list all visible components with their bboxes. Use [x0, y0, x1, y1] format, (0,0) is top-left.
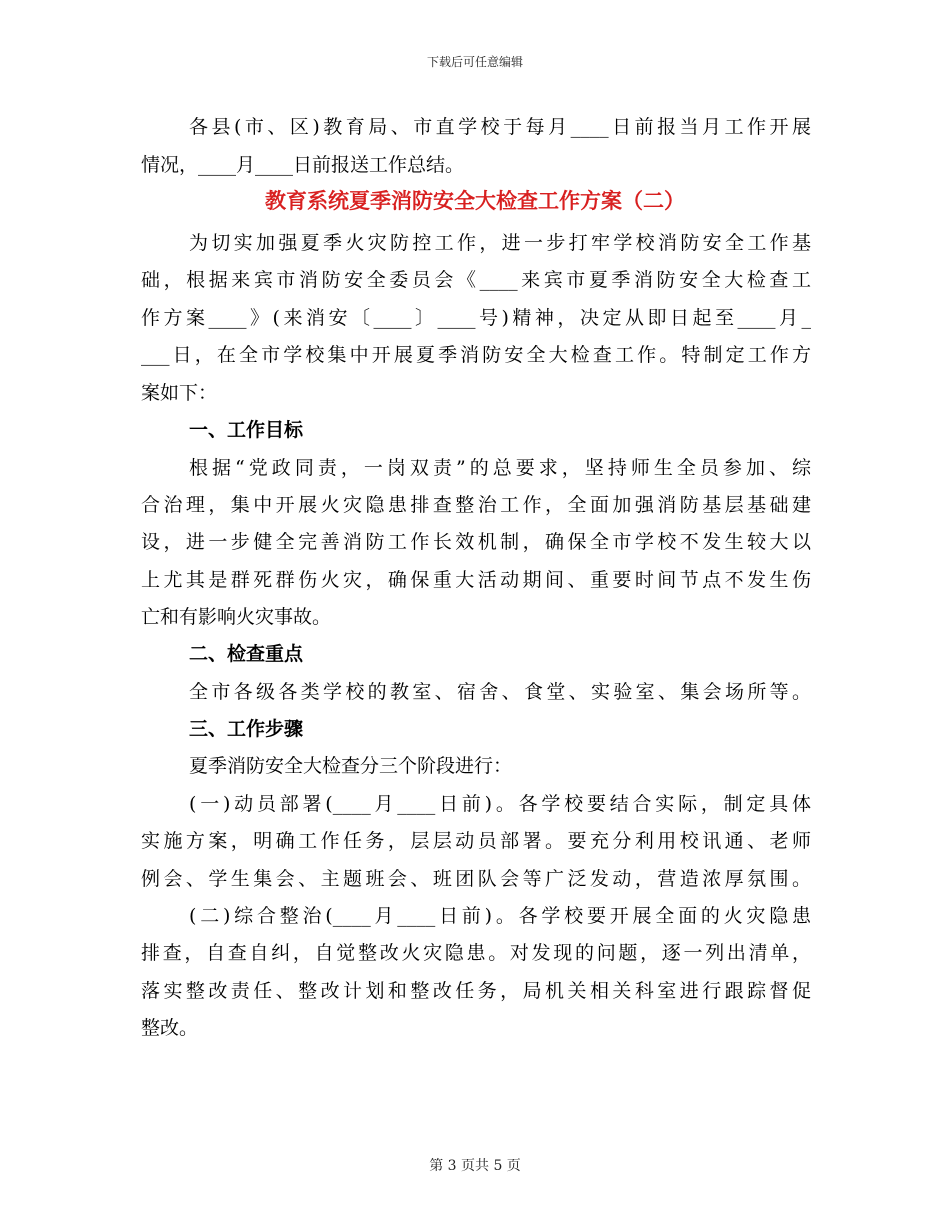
- para2-line-5: 亡和有影响火灾事故。: [141, 606, 332, 628]
- para1-line-1: 为切实加强夏季火灾防控工作，进一步打牢学校消防安全工作基: [189, 232, 811, 254]
- para6-line-4: 整改。: [141, 1017, 199, 1039]
- para5-line-3: 例会、学生集会、主题班会、班团队会等广泛发动，营造浓厚氛围。: [141, 868, 811, 890]
- para1-line-5: 案如下：: [141, 382, 218, 404]
- para2-line-3: 设，进一步健全完善消防工作长效机制，确保全市学校不发生较大以: [141, 531, 811, 553]
- para6-line-3: 落实整改责任、整改计划和整改任务，局机关相关科室进行跟踪督促: [141, 980, 811, 1002]
- para6-line-2: 排查，自查自纠，自觉整改火灾隐患。对发现的问题，逐一列出清单，: [141, 942, 811, 964]
- para5-line-1: (一)动员部署(____月____日前)。各学校要结合实际，制定具体: [189, 793, 811, 815]
- para2-line-2: 合治理，集中开展火灾隐患排查整治工作，全面加强消防基层基础建: [141, 494, 811, 516]
- para5-line-2: 实施方案，明确工作任务，层层动员部署。要充分利用校讯通、老师: [141, 830, 811, 852]
- intro-line-1: 各县(市、区)教育局、市直学校于每月____日前报当月工作开展: [189, 116, 811, 138]
- para1-line-2: 础，根据来宾市消防安全委员会《____来宾市夏季消防安全大检查工: [141, 269, 811, 291]
- intro-line-2: 情况，____月____日前报送工作总结。: [141, 154, 465, 176]
- section-heading-focus: 二、检查重点: [189, 643, 304, 665]
- section-heading-goals: 一、工作目标: [189, 419, 304, 441]
- page-footer: 第 3 页共 5 页: [429, 1158, 521, 1174]
- page-header: 下载后可任意编辑: [426, 55, 523, 69]
- para4-line-1: 夏季消防安全大检查分三个阶段进行：: [189, 755, 513, 777]
- section-heading-steps: 三、工作步骤: [189, 718, 304, 740]
- para3-line-1: 全市各级各类学校的教室、宿舍、食堂、实验室、集会场所等。: [189, 681, 811, 703]
- para2-line-4: 上尤其是群死群伤火灾，确保重大活动期间、重要时间节点不发生伤: [141, 569, 811, 591]
- para6-line-1: (二)综合整治(____月____日前)。各学校要开展全面的火灾隐患: [189, 905, 811, 927]
- para1-line-3: 作方案____》(来消安〔____〕____号)精神，决定从即日起至____月_: [141, 307, 811, 329]
- document-title: 教育系统夏季消防安全大检查工作方案（二）: [265, 188, 685, 213]
- para1-line-4: ___日，在全市学校集中开展夏季消防安全大检查工作。特制定工作方: [141, 344, 811, 366]
- para2-line-1: 根据“党政同责，一岗双责”的总要求，坚持师生全员参加、综: [189, 457, 811, 479]
